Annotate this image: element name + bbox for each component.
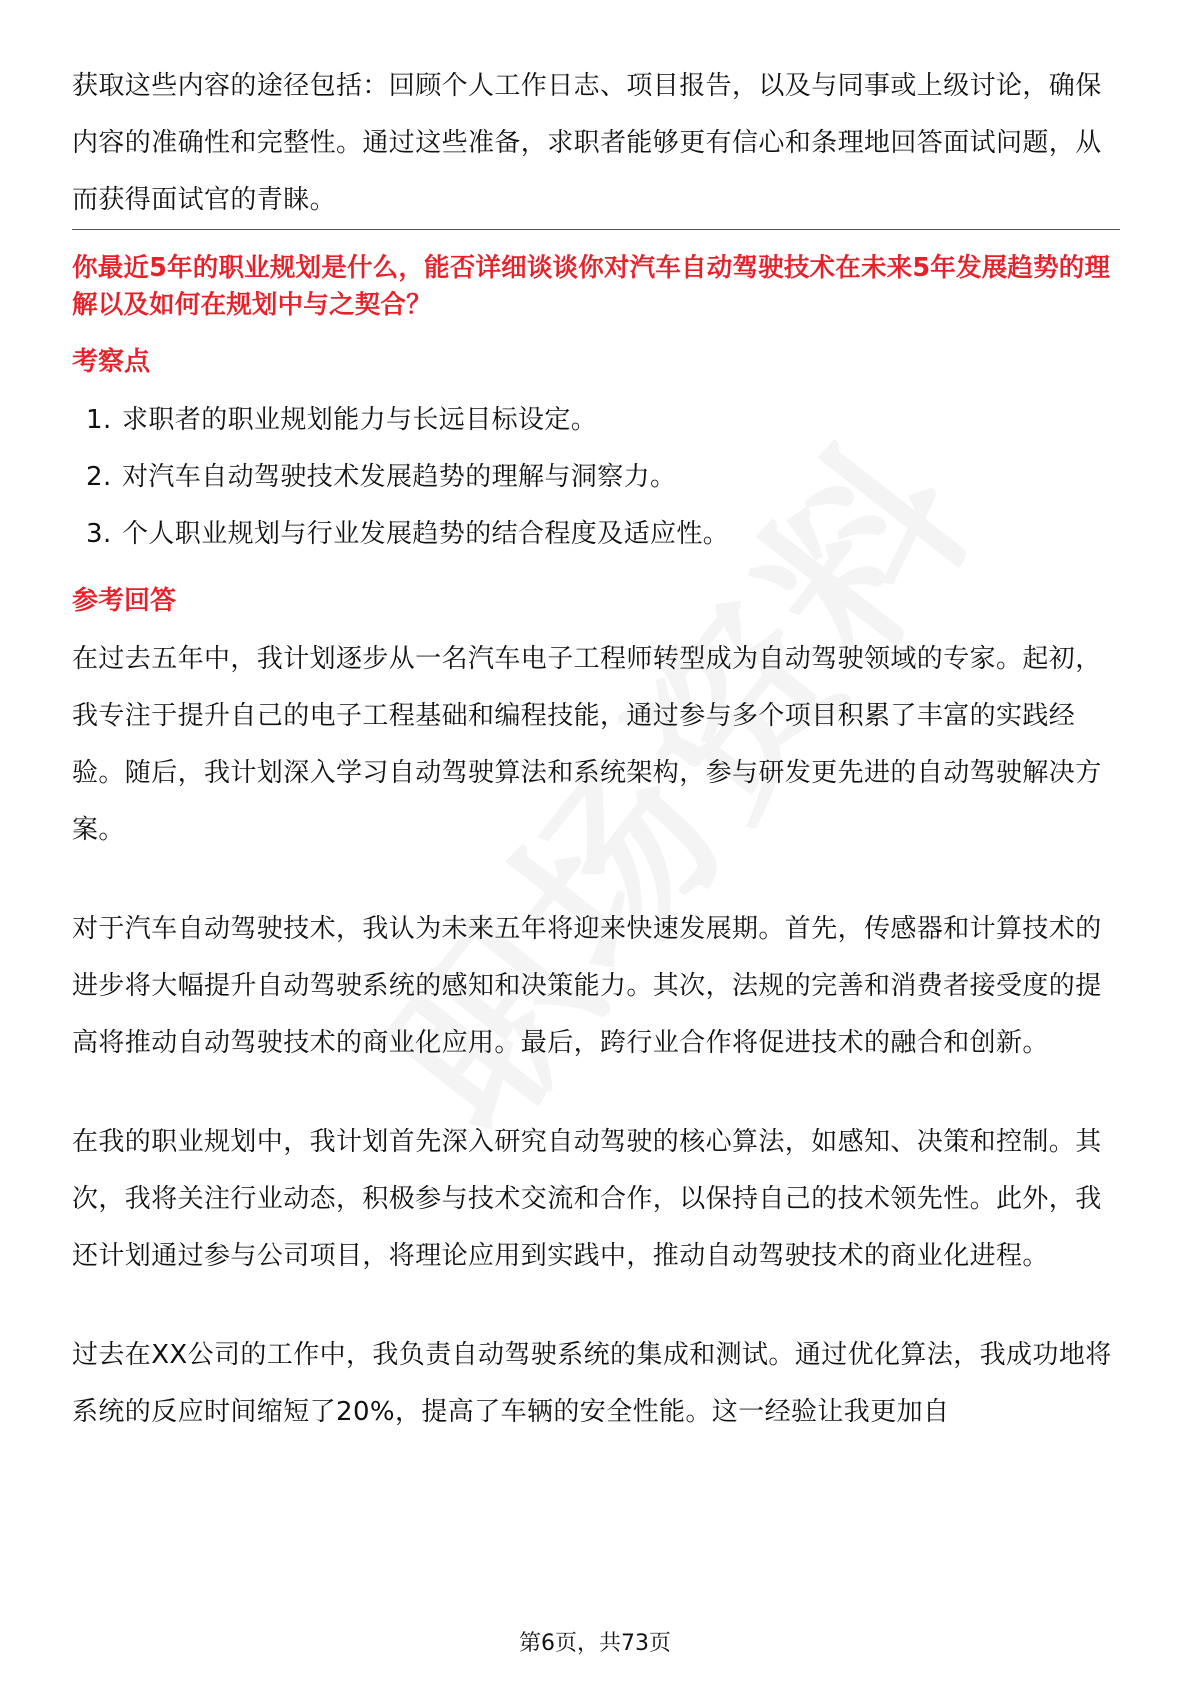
kaocha-item-text: 对汽车自动驾驶技术发展趋势的理解与洞察力。 [122, 462, 677, 492]
cankao-title: 参考回答 [72, 586, 177, 616]
section-divider [72, 229, 1120, 230]
kaocha-item-text: 个人职业规划与行业发展趋势的结合程度及适应性。 [122, 519, 730, 549]
kaocha-item [72, 449, 1120, 506]
kaocha-item-number: 2. [86, 462, 112, 492]
answer-paragraph: 过去在XX公司的工作中，我负责自动驾驶系统的集成和测试。通过优化算法，我成功地将系统的反应时间缩短了20%，提高了车辆的安全性能。这一经验让我更加自 [72, 1340, 1112, 1427]
document-page [72, 58, 1120, 1441]
kaocha-item-number: 1. [86, 405, 112, 435]
kaocha-item-text: 求职者的职业规划能力与长远目标设定。 [122, 405, 598, 435]
answer-body [72, 631, 1120, 1441]
kaocha-item [72, 392, 1120, 449]
answer-paragraph: 在我的职业规划中，我计划首先深入研究自动驾驶的核心算法，如感知、决策和控制。其次，我将关注行业动态，积极参与技术交流和合作，以保持自己的技术领先性。此外，我还计划通过参与公司项目，将理论应用到实践中，推动自动驾驶技术的商业化进程。 [72, 1127, 1102, 1271]
page-footer: 第6页，共73页 [519, 1631, 671, 1656]
kaocha-item [72, 506, 1120, 563]
kaocha-item-number: 3. [86, 519, 112, 549]
answer-paragraph: 在过去五年中，我计划逐步从一名汽车电子工程师转型成为自动驾驶领域的专家。起初，我专注于提升自己的电子工程基础和编程技能，通过参与多个项目积累了丰富的实践经验。随后，我计划深入学习自动驾驶算法和系统架构，参与研发更先进的自动驾驶解决方案。 [72, 644, 1102, 845]
question-heading: 你最近5年的职业规划是什么，能否详细谈谈你对汽车自动驾驶技术在未来5年发展趋势的理解以及如何在规划中与之契合？ [72, 253, 1111, 320]
kaocha-list [72, 392, 1120, 563]
intro-paragraph: 获取这些内容的途径包括：回顾个人工作日志、项目报告，以及与同事或上级讨论，确保内容的准确性和完整性。通过这些准备，求职者能够更有信心和条理地回答面试问题，从而获得面试官的青睐。 [72, 71, 1102, 215]
kaocha-title: 考察点 [72, 347, 151, 377]
answer-paragraph: 对于汽车自动驾驶技术，我认为未来五年将迎来快速发展期。首先，传感器和计算技术的进步将大幅提升自动驾驶系统的感知和决策能力。其次，法规的完善和消费者接受度的提高将推动自动驾驶技术的商业化应用。最后，跨行业合作将促进技术的融合和创新。 [72, 914, 1102, 1058]
